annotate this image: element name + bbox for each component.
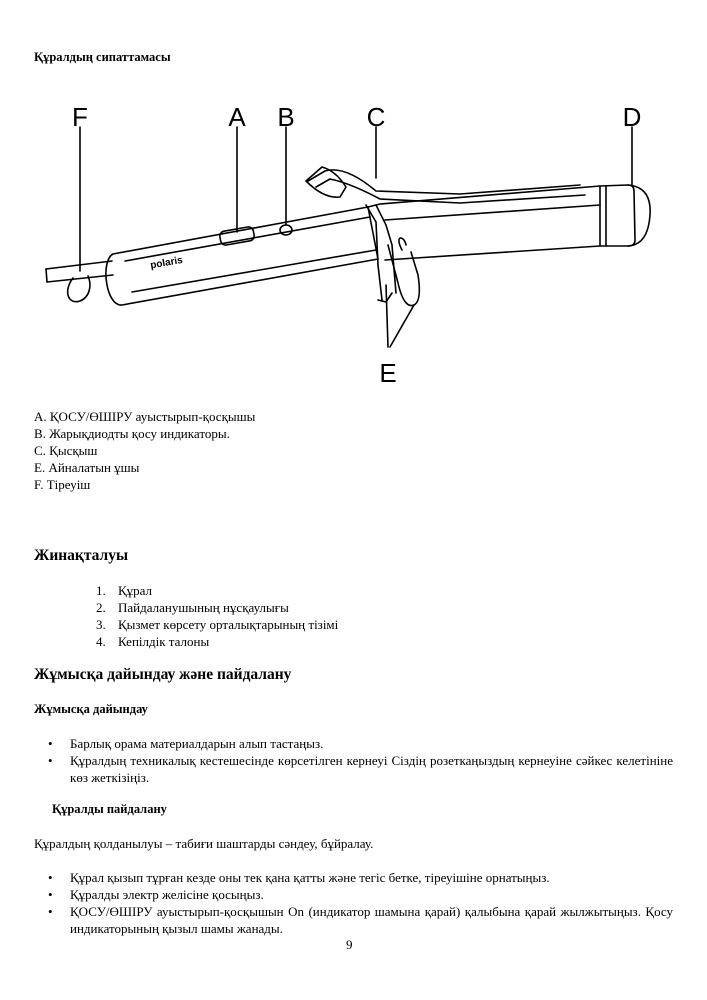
label-f: F: [72, 102, 88, 132]
usage-heading: Құралды пайдалану: [52, 802, 167, 816]
legend-item-f: F. Тіреуіш: [34, 477, 91, 492]
package-heading: Жинақталуы: [34, 547, 129, 564]
label-c: C: [366, 102, 386, 132]
label-a: A: [228, 102, 246, 132]
label-e: E: [379, 358, 397, 388]
legend-item-b: B. Жарықдиодты қосу индикаторы.: [34, 426, 230, 441]
list-item: 1. Құрал: [96, 583, 153, 598]
list-item: 2. Пайдаланушының нұсқаулығы: [96, 600, 289, 615]
usage-intro: Құралдың қолданылуы – табиғи шаштарды сәндеу, бұйралау.: [34, 836, 374, 851]
legend-item-e: E. Айналатын ұшы: [34, 460, 140, 475]
brand-logo: polaris: [149, 254, 184, 272]
curling-iron-diagram: [40, 95, 660, 395]
prep-use-heading: Жұмысқа дайындау және пайдалану: [34, 666, 292, 683]
legend-item-a: A. ҚОСУ/ӨШІРУ ауыстырып-қосқышы: [34, 409, 256, 424]
section-title: Құралдың сипаттамасы: [34, 50, 171, 64]
label-d: D: [622, 102, 642, 132]
prep-heading: Жұмысқа дайындау: [34, 702, 148, 716]
page-number: 9: [346, 937, 353, 952]
list-item: 4. Кепілдік талоны: [96, 634, 210, 649]
label-b: B: [277, 102, 295, 132]
list-item: 3. Қызмет көрсету орталықтарының тізімі: [96, 617, 339, 632]
legend-item-c: C. Қысқыш: [34, 443, 98, 458]
